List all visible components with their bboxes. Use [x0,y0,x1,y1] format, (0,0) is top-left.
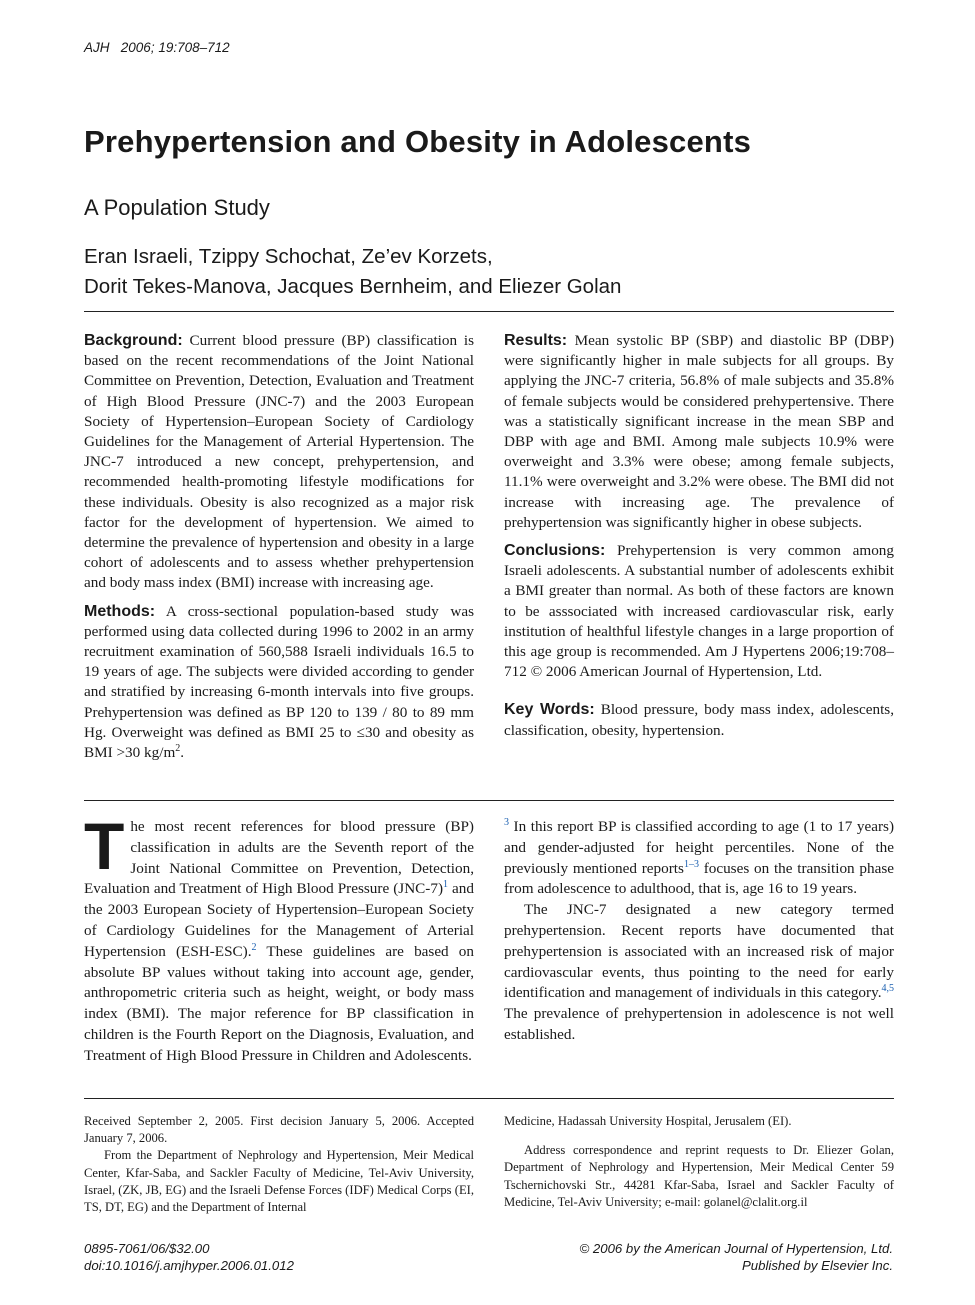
journal-citation [84,40,230,55]
p2-text-a: The JNC-7 designated a new category termed prehypertension. Recent reports have documented that prehypertension is associated with an increased risk of major cardiovascular events, thus pointing to the need for early identification and management of individuals in this category. [504,901,894,1002]
footnotes-left [84,1113,474,1216]
conclusions-heading: Conclusions: [504,542,606,560]
methods-heading: Methods: [84,602,156,620]
p1-text-a: he most recent references for blood pressure (BP) classification in adults are the Seventh report of the Joint National Committee on Prevention, Detection, Evaluation and Treatment of High Blood Pressure (JNC-7) [84,818,474,898]
article-title: Prehypertension and Obesity in Adolescents [84,124,752,159]
results-text: Mean systolic BP (SBP) and diastolic BP (DBP) were significantly higher in male subjects for all groups. By applying the JNC-7 criteria, 56.8% of male subjects and 35.8% of female subjects would be considered prehypertensive. There was a statistically significant increase in the mean SBP and DBP with age and BMI. Among male subjects 10.9% were overweight and 3.3% were obese; among female subjects, 11.1% were overweight and 3.2% were obese. The BMI did not increase with increasing age. The prevalence of prehypertension was significantly higher in obese subjects. [504,332,895,531]
keywords-text: Blood pressure, body mass index, adolescents, classification, obesity, hypertension. [504,701,894,739]
article-subtitle: A Population Study [84,195,270,220]
body-paragraph-1-cont [504,817,894,900]
methods-text: A cross-sectional population-based study was performed using data collected during 1996 to 2002 in an army recruitment examination of 560,588 Israeli individuals 16.5 to 19 years of age. The subjects were divided according to gender and stratified by increasing 6-month intervals into five groups. Prehypertension was defined as BP 120 to 139 / 80 to 89 mm Hg. Overweight was defined as BMI 25 to ≤30 and obesity as BMI >30 kg/m [84,602,474,762]
doi-link[interactable]: doi:10.1016/j.amjhyper.2006.01.012 [84,1258,294,1273]
body-paragraph-1 [84,809,474,1067]
abstract-conclusions [504,541,894,682]
author-line-2: Dorit Tekes-Manova, Jacques Bernheim, and Eliezer Golan [84,275,622,298]
ref-link-2[interactable]: 2 [251,941,257,953]
methods-end: . [180,744,185,762]
body-right-column [504,817,894,1046]
affiliation-note: From the Department of Nephrology and Hypertension, Meir Medical Center, Kfar-Saba, and Sackler Faculty of Medicine, Tel-Aviv University, Israel, (ZK, JB, EG) and the Israeli Defense Forces (IDF) Medical Corps (EI, TS, DT, EG) and the Department of Internal [84,1148,474,1215]
abstract-methods [84,602,474,764]
footnote-divider [84,1098,894,1099]
conclusions-text: Prehypertension is very common among Israeli adolescents. A substantial number of adolescents exhibit a BMI greater than normal. As both of these factors are known to be asssociated with increased cardiovascular risk, early institution of healthful lifestyle changes in a large proportion of this age group is recommended. Am J Hypertens 2006;19:708–712 © 2006 American Journal of Hypertension, Ltd. [504,542,894,681]
background-text: Current blood pressure (BP) classification is based on the recent recommendations of the Joint National Committee on Prevention, Detection, Evaluation and Treatment of High Blood Pressure (JNC-7) and the 2003 European Society of Hypertension–European Society of Cardiology Guidelines for the Management of Arterial Hypertension. The JNC-7 introduced a new concept, prehypertension, and recommended health-promoting lifestyle modifications for these individuals. Obesity is also recognized as a major risk factor for the development of hypertension. We aimed to determine the prevalence of hypertension and obesity in a large cohort of adolescents and to assess whether prehypertension and body mass index (BMI) increase with increasing age. [84,332,474,592]
ref-link-4[interactable]: 1–3 [683,858,699,870]
background-heading: Background: [84,332,183,349]
p1-text-c: These guidelines are based on absolute BP values without taking into account age, gender, anthropometric criteria such as height, weight, or body mass index (BMI). The major reference for BP classification in children is the Fourth Report on the Diagnosis, Evaluation, and Treatment of High Blood Pressure in Children and Adolescents. [84,942,474,1064]
footnotes-right [504,1113,894,1211]
abstract-results [504,331,894,533]
journal-volume-pages: 2006; 19:708–712 [120,40,230,55]
p1-text-e: focuses on the transition phase from adolescence to adulthood, that is, age 16 to 19 years. [504,859,894,898]
correspondence-note: Address correspondence and reprint requests to Dr. Eliezer Golan, Department of Nephrology and Hypertension, Meir Medical Center 59 Tschernichovski Str., 44281 Kfar-Saba, Israel and Sackler Faculty of Medicine, Tel-Aviv University; e-mail: golanel@clalit.org.il [504,1143,894,1209]
abstract-left-column [84,331,474,763]
footer-right [580,1240,893,1274]
keywords-heading: Key Words: [504,701,595,719]
ref-link-1[interactable]: 1 [443,879,449,891]
affiliation-note-cont: Medicine, Hadassah University Hospital, Jerusalem (EI). [504,1114,792,1128]
author-list [84,242,621,302]
drop-cap: T [84,809,125,883]
abstract-right-column [504,331,894,741]
abstract-keywords [504,700,894,740]
abstract-background [84,331,474,594]
copyright-line: © 2006 by the American Journal of Hypertension, Ltd. [579,1241,893,1256]
journal-name: AJH [84,40,110,55]
publisher-line: Published by Elsevier Inc. [742,1258,893,1273]
p1-text-d: In this report BP is classified according to age (1 to 17 years) and gender-adjusted for height percentiles. None of the previously mentioned reports [504,818,894,877]
issn-price: 0895-7061/06/$32.00 [84,1241,210,1256]
methods-superscript: 2 [175,743,181,755]
received-note: Received September 2, 2005. First decision January 5, 2006. Accepted January 7, 2006. [84,1114,474,1146]
body-paragraph-2 [504,900,894,1046]
ref-link-5[interactable]: 4,5 [881,983,894,995]
p1-text-b: and the 2003 European Society of Hypertension–European Society of Cardiology Guidelines for the Management of Arterial Hypertension (ESH-ESC). [84,880,474,960]
author-line-1: Eran Israeli, Tzippy Schochat, Ze’ev Korzets, [84,245,493,268]
footer-left [84,1240,294,1274]
title-divider [84,311,894,312]
ref-link-3[interactable]: 3 [504,817,509,828]
abstract-divider [84,800,894,801]
body-left-column [84,809,474,1067]
results-heading: Results: [504,332,568,349]
p2-text-b: The prevalence of prehypertension in adolescence is not well established. [504,1005,894,1043]
